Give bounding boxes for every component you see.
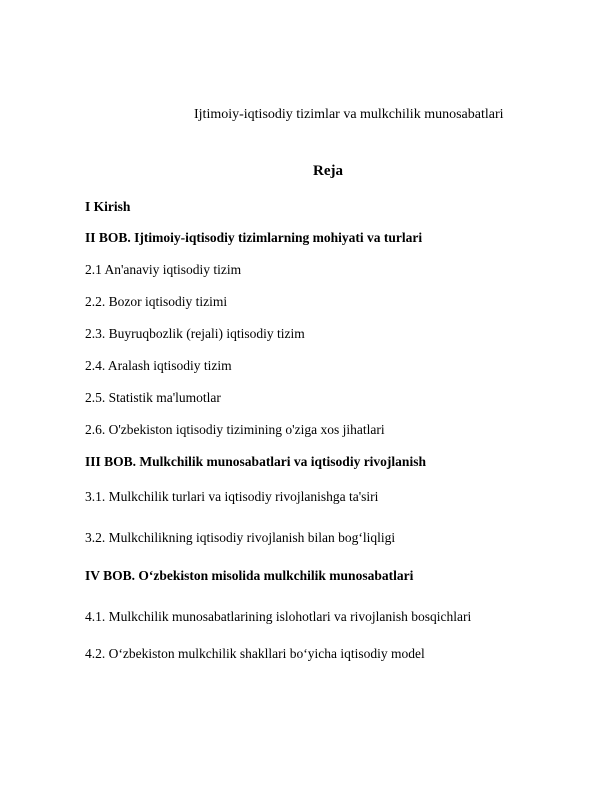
plan-item-4-2: 4.2. O‘zbekiston mulkchilik shakllari bo‘yicha iqtisodiy model [85, 646, 425, 661]
plan-item-2-6: 2.6. O'zbekiston iqtisodiy tizimining o'ziga xos jihatlari [85, 422, 385, 437]
plan-item-chapter-3: III BOB. Mulkchilik munosabatlari va iqtisodiy rivojlanish [85, 454, 426, 469]
plan-item-chapter-4: IV BOB. O‘zbekiston misolida mulkchilik munosabatlari [85, 568, 414, 583]
plan-item-intro: I Kirish [85, 199, 131, 214]
plan-item-2-4: 2.4. Aralash iqtisodiy tizim [85, 358, 232, 373]
plan-item-2-1: 2.1 An'anaviy iqtisodiy tizim [85, 262, 242, 277]
plan-item-2-3: 2.3. Buyruqbozlik (rejali) iqtisodiy tizim [85, 326, 305, 341]
plan-item-chapter-2: II BOB. Ijtimoiy-iqtisodiy tizimlarning mohiyati va turlari [85, 230, 423, 245]
plan-item-3-2: 3.2. Mulkchilikning iqtisodiy rivojlanish bilan bog‘liqligi [85, 530, 396, 545]
plan-item-2-2: 2.2. Bozor iqtisodiy tizimi [85, 294, 228, 309]
plan-heading: Reja [313, 163, 343, 179]
document-title: Ijtimoiy-iqtisodiy tizimlar va mulkchilik munosabatlari [194, 107, 504, 122]
plan-item-2-5: 2.5. Statistik ma'lumotlar [85, 390, 221, 405]
plan-item-4-1: 4.1. Mulkchilik munosabatlarining islohotlari va rivojlanish bosqichlari [85, 609, 472, 624]
plan-item-3-1: 3.1. Mulkchilik turlari va iqtisodiy rivojlanishga ta'siri [85, 489, 379, 504]
